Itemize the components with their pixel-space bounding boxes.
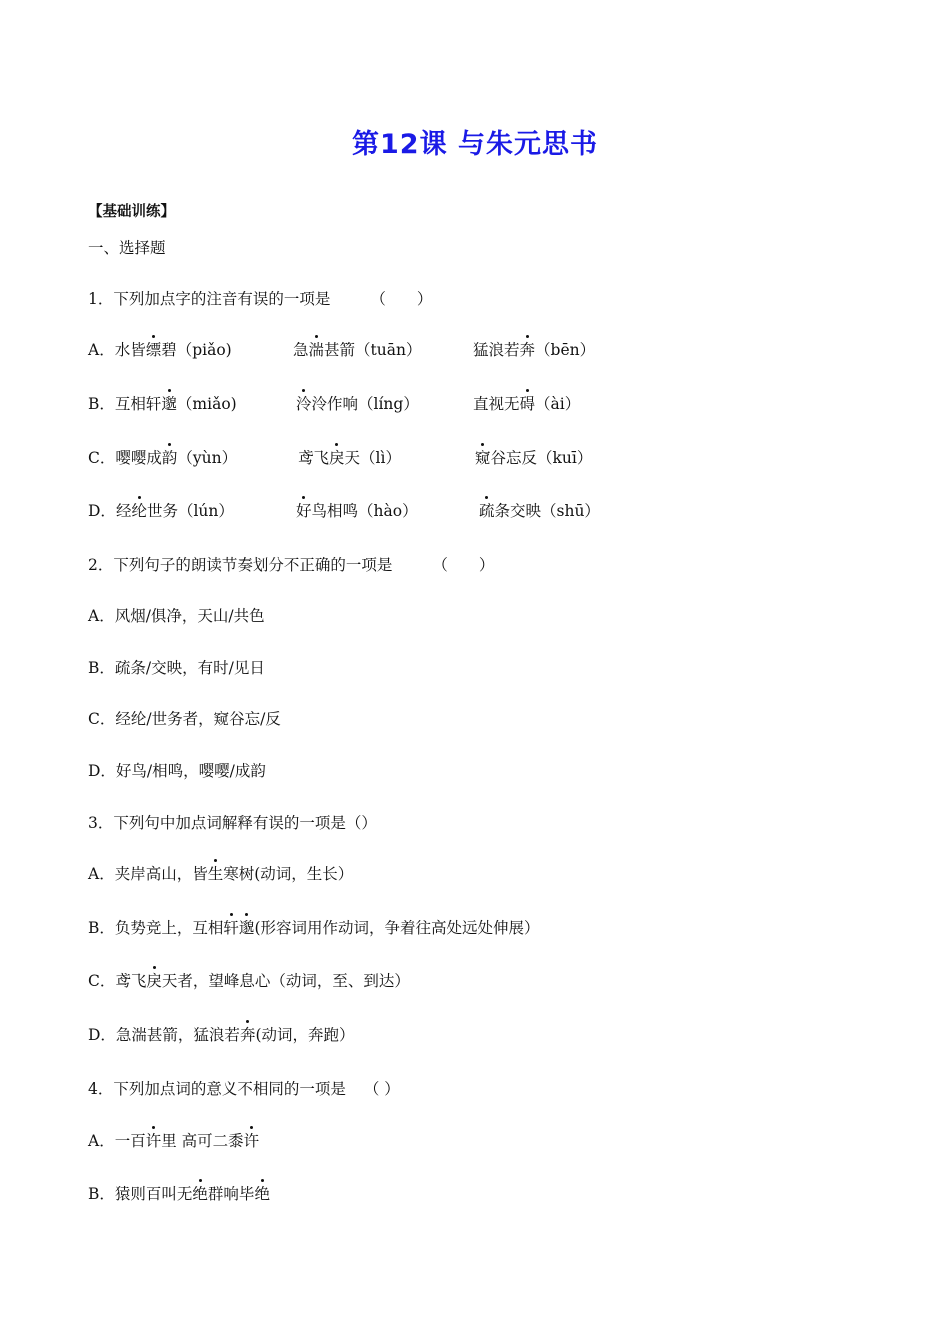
dotted-char: 泠 (296, 395, 312, 413)
q3-option-d: D．急湍甚箭，猛浪若奔(动词，奔跑） (88, 1026, 355, 1044)
answer-paren: （ ） (370, 290, 433, 308)
q1-option-c: C．嘤嘤成韵（yùn） (88, 449, 238, 467)
q2-option-c: C．经纶/世务者，窥谷忘/反 (88, 710, 281, 728)
q1-option-d-item-2: 好鸟相鸣（hào） (296, 502, 418, 520)
q4-option-b: B．猿则百叫无绝群响毕绝 (88, 1185, 270, 1203)
page-title: 第12课 与朱元思书 (352, 129, 598, 160)
dotted-char: 碍 (519, 395, 536, 413)
q1-option-a: A．水皆缥碧（piǎo) (88, 341, 232, 359)
answer-paren: （ ） (363, 1080, 400, 1098)
question-1-stem: 1．下列加点字的注音有误的一项是 （ ） (88, 290, 433, 308)
q1-option-b-item-2: 泠泠作响（líng） (296, 395, 419, 413)
q1-option-b: B．互相轩邈（miǎo) (88, 395, 237, 413)
dotted-char: 戾 (146, 972, 162, 990)
q1-option-d: D．经纶世务（lún） (88, 502, 234, 520)
q4-option-a: A．一百许里 高可二黍许 (88, 1132, 260, 1150)
q2-option-b: B．疏条/交映，有时/见日 (88, 659, 265, 677)
q2-option-d: D．好鸟/相鸣，嘤嘤/成韵 (88, 762, 266, 780)
dotted-char: 绝 (254, 1185, 270, 1203)
q1-option-a-item-3: 猛浪若奔（bēn） (473, 341, 596, 359)
q3-option-a: A．夹岸高山，皆生寒树(动词，生长） (88, 865, 354, 883)
question-3-stem: 3．下列句中加点词解释有误的一项是（） (88, 814, 377, 832)
answer-paren: （ ） (432, 556, 495, 574)
q1-option-c-item-2: 鸢飞戾天（lì） (298, 449, 401, 467)
part-heading: 一、选择题 (88, 239, 166, 257)
dotted-char: 戾 (329, 449, 345, 467)
dotted-char: 生 (207, 865, 224, 883)
q3-option-b: B．负势竞上，互相轩邈(形容词用作动词，争着往高处远处伸展） (88, 919, 540, 937)
question-2-stem: 2．下列句子的朗读节奏划分不正确的一项是 （ ） (88, 556, 495, 574)
dotted-char: 好 (296, 502, 312, 520)
dotted-char: 绝 (192, 1185, 208, 1203)
dotted-char: 缥 (145, 341, 162, 359)
q1-option-c-item-3: 窥谷忘反（kuī） (475, 449, 593, 467)
section-heading: 【基础训练】 (88, 204, 175, 220)
dotted-char: 邈 (238, 919, 255, 937)
dotted-char: 奔 (239, 1026, 256, 1044)
dotted-char: 许 (145, 1132, 162, 1150)
dotted-char: 湍 (308, 341, 325, 359)
dotted-char: 韵 (161, 449, 178, 467)
dotted-char: 轩 (223, 919, 239, 937)
dotted-char: 纶 (131, 502, 147, 520)
dotted-char: 窥 (475, 449, 491, 467)
question-4-stem: 4．下列加点词的意义不相同的一项是 （ ） (88, 1080, 400, 1098)
dotted-char: 疏 (479, 502, 495, 520)
q2-option-a: A．风烟/俱净，天山/共色 (88, 607, 265, 625)
q1-option-d-item-3: 疏条交映（shū） (479, 502, 600, 520)
q3-option-c: C．鸢飞戾天者，望峰息心（动词，至、到达） (88, 972, 410, 990)
q1-option-a-item-2: 急湍甚箭（tuān） (293, 341, 422, 359)
dotted-char: 奔 (519, 341, 536, 359)
dotted-char: 邈 (161, 395, 177, 413)
dotted-char: 许 (243, 1132, 260, 1150)
q1-option-b-item-3: 直视无碍（ài） (473, 395, 581, 413)
